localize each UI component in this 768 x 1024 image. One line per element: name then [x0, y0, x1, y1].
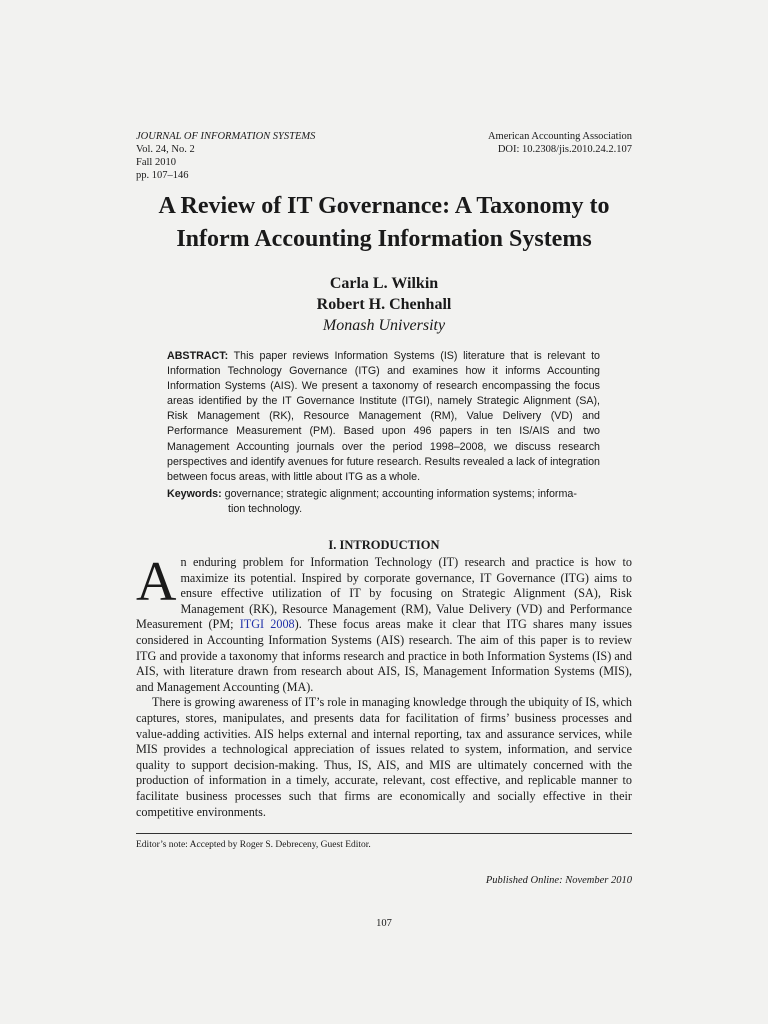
- keywords: [167, 487, 600, 517]
- section-heading: I. INTRODUCTION: [328, 538, 440, 552]
- author-name: Carla L. Wilkin: [329, 275, 439, 292]
- keywords-text: governance; strategic alignment; accounting information systems; informa-: [224, 488, 577, 500]
- publisher-name: American Accounting Association: [487, 131, 632, 142]
- editor-note: Editor’s note: Accepted by Roger S. Debreceny, Guest Editor.: [136, 840, 371, 850]
- paragraph: There is growing awareness of IT’s role in managing knowledge through the ubiquity of IS, which captures, stores, manipulates, and presents data for facilitation of firms’ business processes and value-adding activities. AIS helps external and internal reporting, tax and assurance services, while MIS provides a technological appreciation of issues related to system, information, and service quality to support decision-making. Thus, IS, AIS, and MIS are ultimately concerned with the production of information in a timely, accurate, relevant, cost effective, and replicable manner to facilitate business processes such that firms are economically and socially effective in their competitive environments.: [136, 695, 632, 819]
- journal-pages: pp. 107–146: [136, 170, 189, 181]
- keywords-label: Keywords:: [167, 488, 222, 500]
- journal-name: JOURNAL OF INFORMATION SYSTEMS: [136, 131, 316, 142]
- paragraph-text: n enduring problem for Information Technology (IT) research and practice is how to maximize its potential. Inspired by corporate governance, IT Governance (ITG) aims to ensure effective utilization of IT by focusing on Strategic Alignment (SA), Risk Management (RK), Resource Management (RM), Value Delivery (VD) and Performance Measurement (PM;: [136, 555, 632, 632]
- journal-season: Fall 2010: [136, 157, 176, 168]
- authors-block: [184, 273, 584, 336]
- abstract: [167, 349, 600, 485]
- abstract-label: ABSTRACT:: [167, 350, 229, 362]
- published-date: Published Online: November 2010: [485, 875, 632, 886]
- author-affiliation: Monash University: [322, 317, 446, 334]
- page-number: 107: [376, 918, 392, 929]
- body-text: [136, 551, 633, 820]
- keywords-text-continued: tion technology.: [228, 503, 303, 516]
- title-line-2: Inform Accounting Information Systems: [176, 226, 592, 252]
- publisher-info: [392, 130, 632, 156]
- drop-cap: A: [136, 551, 177, 613]
- author-name: Robert H. Chenhall: [316, 296, 452, 313]
- citation-link[interactable]: ITGI 2008: [239, 617, 295, 632]
- paper-title: [100, 190, 668, 256]
- title-line-1: A Review of IT Governance: A Taxonomy to: [158, 193, 610, 219]
- journal-info: [136, 130, 396, 182]
- abstract-text: This paper reviews Information Systems (IS) literature that is relevant to Information Technology Governance (ITG) and examines how it informs Accounting Information Systems (AIS). We present a taxonomy of research encompassing the focus areas identified by the IT Governance Institute (ITGI), namely Strategic Alignment (SA), Risk Management (RK), Resource Management (RM), Value Delivery (VD) and Performance Measurement (PM). Based upon 496 papers in ten IS/AIS and two Management Accounting journals over the period 1998–2008, we discuss research perspectives and identify avenues for future research. Results revealed a lack of integration between focus areas, with little about ITG as a whole.: [167, 350, 600, 483]
- doi: DOI: 10.2308/jis.2010.24.2.107: [497, 144, 632, 155]
- journal-volume: Vol. 24, No. 2: [136, 144, 195, 155]
- footnote-divider: [136, 833, 632, 834]
- paragraph: [136, 551, 633, 695]
- paragraph-text: ). These focus areas make it clear that ITG shares many issues considered in Accounting Information Systems (AIS) research. The aim of this paper is to review ITG and provide a taxonomy that informs research and practice in both Information Systems (IS) and AIS, with literature drawn from research about AIS, IS, Management Information Systems (MIS), and Management Accounting (MA).: [136, 617, 633, 694]
